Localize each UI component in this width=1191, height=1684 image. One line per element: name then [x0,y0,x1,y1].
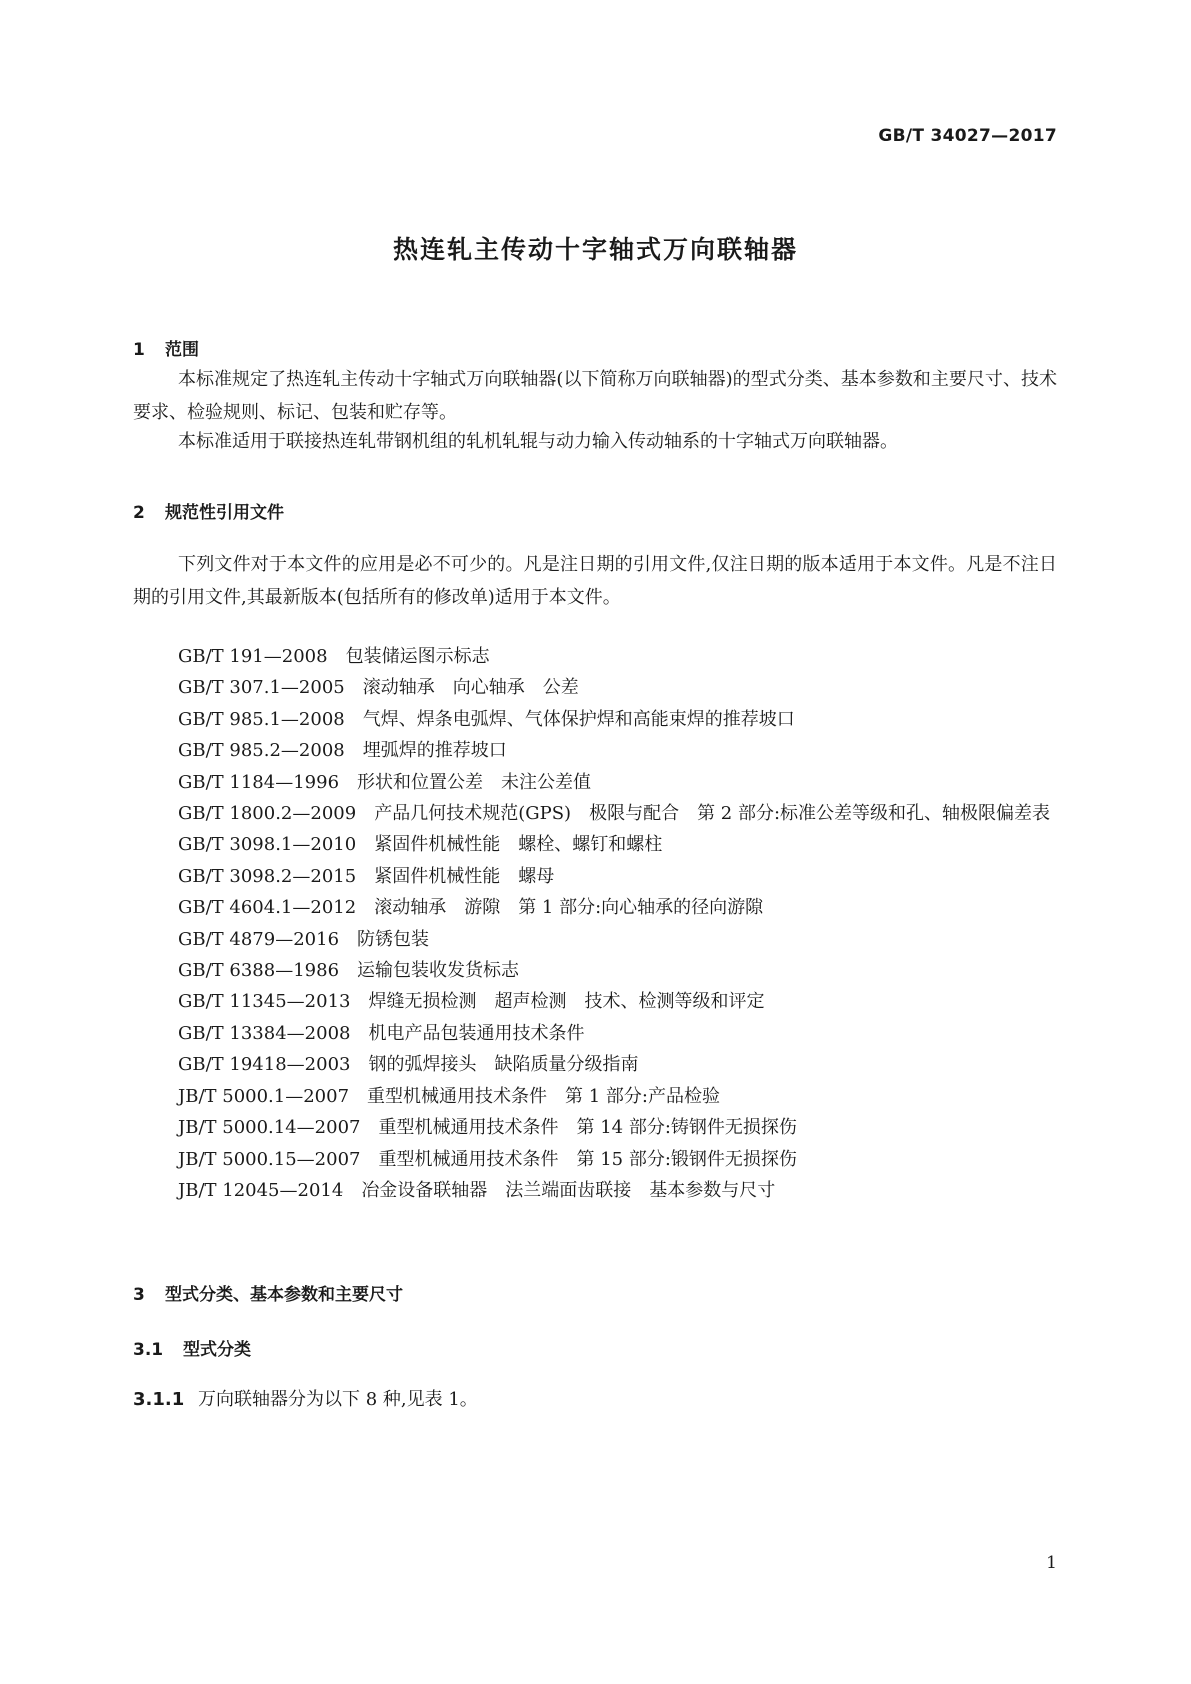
reference-title: 气焊、焊条电弧焊、气体保护焊和高能束焊的推荐坡口 [362,708,795,730]
reference-title: 运输包装收发货标志 [357,960,520,982]
reference-code: GB/T 307.1—2005 [178,677,345,699]
reference-title: 包装储运图示标志 [345,646,490,667]
reference-item [133,641,1057,672]
clause-3-1-1-number: 3.1.1 [133,1389,185,1410]
reference-item [133,1175,1057,1206]
subsection-3-1-title: 型式分类 [183,1340,251,1360]
reference-title: 防锈包装 [357,928,430,950]
reference-code: JB/T 12045—2014 [178,1179,344,1201]
clause-3-1-1 [133,1385,478,1411]
page-number: 1 [1046,1553,1057,1573]
reference-code: GB/T 1184—1996 [178,771,340,793]
reference-item [133,829,1057,860]
reference-item [133,798,1057,829]
reference-code: GB/T 6388—1986 [178,960,340,982]
reference-title: 机电产品包装通用技术条件 [368,1022,585,1044]
reference-item [133,924,1057,955]
section-2-number: 2 [133,503,145,523]
clause-3-1-1-text: 万向联轴器分为以下 8 种,见表 1。 [198,1389,478,1410]
reference-title: 重型机械通用技术条件 第 1 部分:产品检验 [367,1085,720,1107]
reference-code: JB/T 5000.1—2007 [178,1085,350,1107]
section-1-title: 范围 [165,340,199,360]
reference-code: JB/T 5000.14—2007 [178,1117,361,1139]
reference-code: GB/T 19418—2003 [178,1054,351,1076]
reference-item [133,1018,1057,1049]
reference-item [133,986,1057,1017]
section-1-paragraph-2: 本标准适用于联接热连轧带钢机组的轧机轧辊与动力输入传动轴系的十字轴式万向联轴器。 [178,431,898,452]
reference-title: 形状和位置公差 未注公差值 [357,771,592,793]
reference-code: GB/T 4879—2016 [178,928,340,950]
section-1-heading [133,335,199,360]
reference-title: 滚动轴承 游隙 第 1 部分:向心轴承的径向游隙 [374,897,764,919]
reference-item [133,1049,1057,1080]
section-2-title: 规范性引用文件 [165,503,284,523]
section-1-number: 1 [133,340,145,360]
reference-item [133,861,1057,892]
reference-list [133,641,1057,1206]
reference-code: GB/T 3098.2—2015 [178,865,357,887]
reference-title: 滚动轴承 向心轴承 公差 [362,677,579,699]
reference-code: GB/T 13384—2008 [178,1022,351,1044]
reference-item [133,735,1057,766]
section-2-intro: 下列文件对于本文件的应用是必不可少的。凡是注日期的引用文件,仅注日期的版本适用于本文件。凡是不注日期的引用文件,其最新版本(包括所有的修改单)适用于本文件。 [133,554,1057,608]
reference-code: GB/T 3098.1—2010 [178,834,357,856]
reference-item [133,767,1057,798]
reference-title: 钢的弧焊接头 缺陷质量分级指南 [368,1054,639,1076]
section-2-heading [133,498,284,523]
reference-code: GB/T 985.2—2008 [178,740,345,762]
reference-item [133,955,1057,986]
reference-title: 紧固件机械性能 螺母 [374,865,555,887]
reference-title: 重型机械通用技术条件 第 15 部分:锻钢件无损探伤 [378,1148,797,1170]
reference-title: 紧固件机械性能 螺栓、螺钉和螺柱 [374,834,663,856]
section-3-heading [133,1280,403,1305]
reference-item [133,672,1057,703]
reference-item [133,1144,1057,1175]
reference-code: JB/T 5000.15—2007 [178,1148,361,1170]
section-3-title: 型式分类、基本参数和主要尺寸 [165,1285,403,1305]
reference-code: GB/T 191—2008 [178,646,328,667]
reference-title: 产品几何技术规范(GPS) 极限与配合 第 2 部分:标准公差等级和孔、轴极限偏差表 [374,803,1051,825]
reference-code: GB/T 985.1—2008 [178,708,345,730]
reference-item [133,704,1057,735]
section-3-number: 3 [133,1285,145,1305]
reference-code: GB/T 4604.1—2012 [178,897,357,919]
reference-code: GB/T 1800.2—2009 [178,803,357,825]
section-1-paragraph-1: 本标准规定了热连轧主传动十字轴式万向联轴器(以下简称万向联轴器)的型式分类、基本参数和主要尺寸、技术要求、检验规则、标记、包装和贮存等。 [133,369,1057,423]
document-title: 热连轧主传动十字轴式万向联轴器 [392,235,798,264]
subsection-3-1-heading [133,1335,251,1360]
reference-item [133,892,1057,923]
reference-title: 冶金设备联轴器 法兰端面齿联接 基本参数与尺寸 [361,1179,776,1201]
reference-item [133,1081,1057,1112]
reference-title: 焊缝无损检测 超声检测 技术、检测等级和评定 [368,991,765,1013]
reference-title: 重型机械通用技术条件 第 14 部分:铸钢件无损探伤 [378,1117,797,1139]
standard-code: GB/T 34027—2017 [878,126,1057,146]
subsection-3-1-number: 3.1 [133,1340,164,1360]
reference-item [133,1112,1057,1143]
reference-title: 埋弧焊的推荐坡口 [362,740,507,762]
reference-code: GB/T 11345—2013 [178,991,351,1013]
